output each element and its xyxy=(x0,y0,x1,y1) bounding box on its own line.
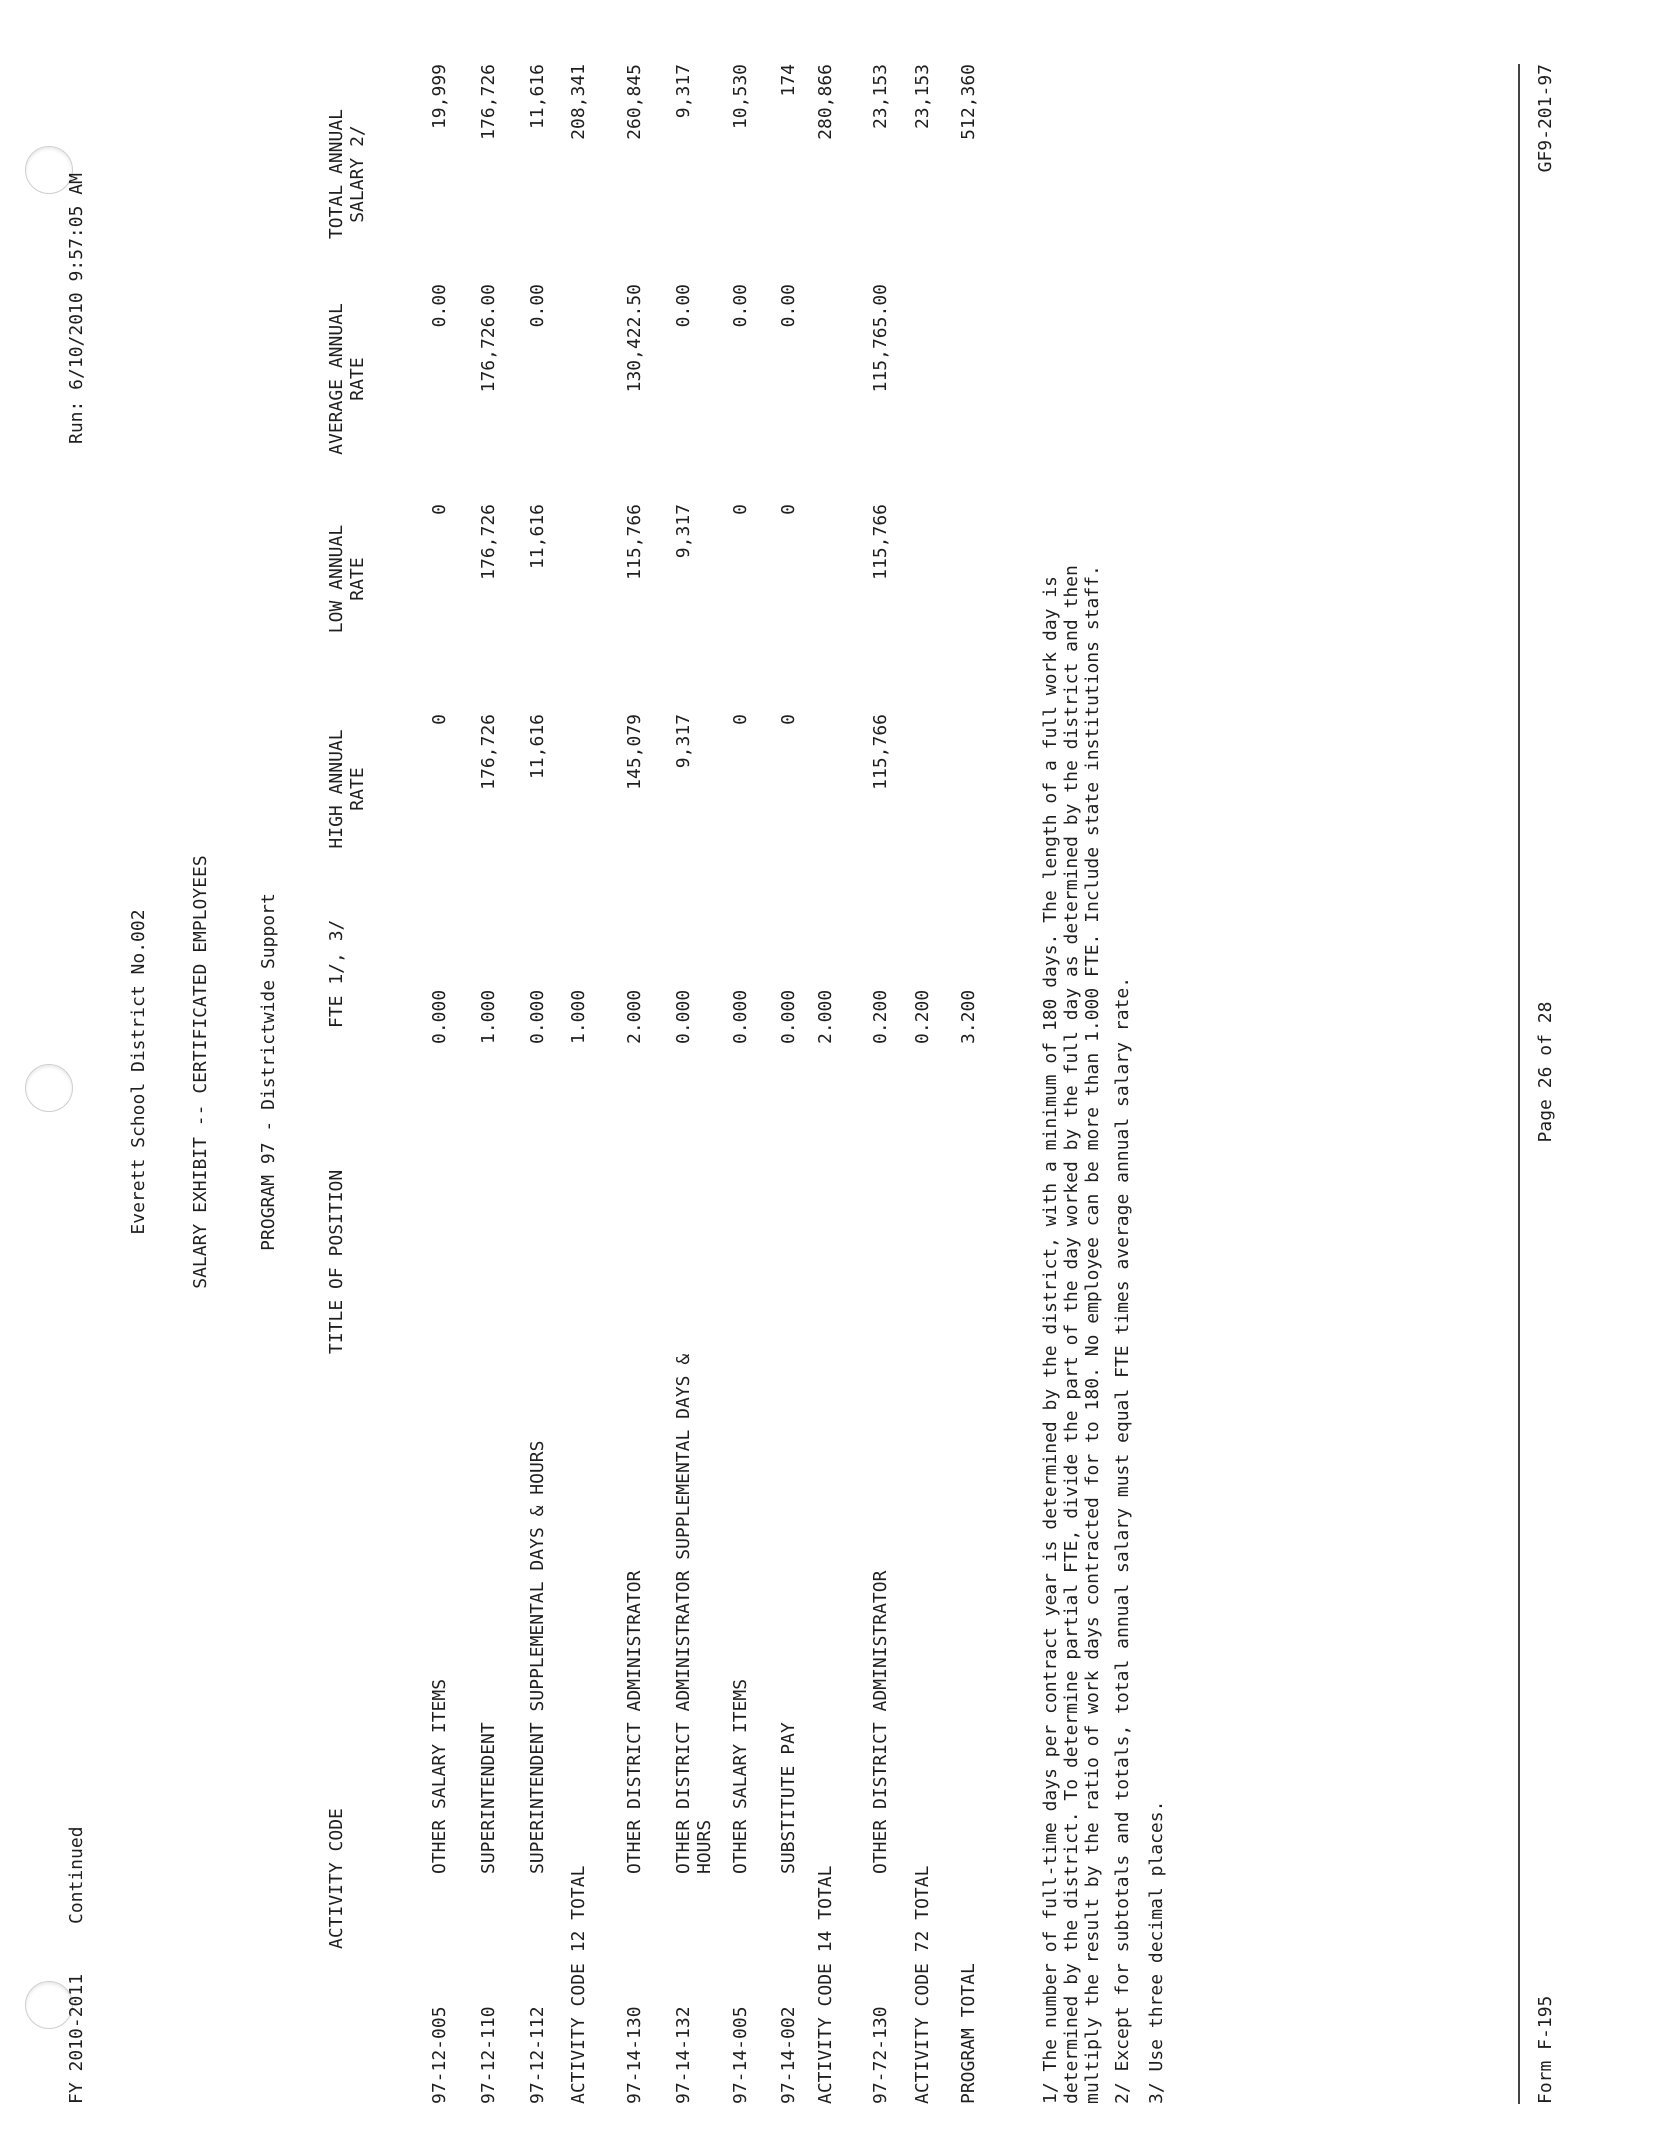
form-number: Form F-195 xyxy=(1535,1995,1556,2104)
cell-total-salary: 174 xyxy=(778,64,799,97)
cell-average-rate: 0.00 xyxy=(673,284,694,328)
table-row xyxy=(429,0,475,2144)
cell-low-rate: 0 xyxy=(778,504,799,515)
page-number: Page 26 of 28 xyxy=(1535,1001,1556,1143)
run-stamp: Run: 6/10/2010 9:57:05 AM xyxy=(66,173,87,444)
cell-fte: 0.200 xyxy=(912,989,933,1044)
cell-fte: 0.000 xyxy=(429,989,450,1044)
cell-average-rate: 0.00 xyxy=(527,284,548,328)
cell-high-rate: 11,616 xyxy=(527,714,548,780)
cell-title: SUPERINTENDENT SUPPLEMENTAL DAYS & HOURS xyxy=(527,1440,548,1874)
footnote-3: 3/ Use three decimal places. xyxy=(1146,1800,1167,2104)
program-title: PROGRAM 97 - Districtwide Support xyxy=(258,893,279,1251)
cell-total-salary: 512,360 xyxy=(958,64,979,140)
footer-divider xyxy=(1518,64,1520,2104)
cell-total-salary: 280,866 xyxy=(815,64,836,140)
cell-activity-code: ACTIVITY CODE 12 TOTAL xyxy=(568,1865,589,2104)
cell-fte: 0.000 xyxy=(673,989,694,1044)
cell-average-rate: 0.00 xyxy=(429,284,450,328)
cell-total-salary: 208,341 xyxy=(568,64,589,140)
cell-fte: 0.000 xyxy=(778,989,799,1044)
cell-activity-code: 97-14-130 xyxy=(624,2006,645,2104)
cell-high-rate: 0 xyxy=(778,714,799,725)
cell-average-rate: 130,422.50 xyxy=(624,284,645,393)
cell-title-continued: HOURS xyxy=(694,1819,715,1874)
cell-total-salary: 176,726 xyxy=(478,64,499,140)
col-total-2: SALARY 2/ xyxy=(347,125,368,223)
cell-activity-code: 97-12-112 xyxy=(527,2006,548,2104)
col-activity-code: ACTIVITY CODE xyxy=(326,1808,347,1949)
cell-title: SUBSTITUTE PAY xyxy=(778,1722,799,1874)
cell-total-salary: 260,845 xyxy=(624,64,645,140)
col-high-1: HIGH ANNUAL xyxy=(326,729,347,849)
table-row xyxy=(568,0,614,2144)
cell-low-rate: 9,317 xyxy=(673,504,694,559)
cell-high-rate: 145,079 xyxy=(624,714,645,790)
table-row xyxy=(912,0,958,2144)
cell-high-rate: 0 xyxy=(730,714,751,725)
cell-title: OTHER DISTRICT ADMINISTRATOR SUPPLEMENTAL DAYS & xyxy=(673,1353,694,1874)
cell-total-salary: 23,153 xyxy=(870,64,891,130)
cell-activity-code: 97-72-130 xyxy=(870,2006,891,2104)
col-high-2: RATE xyxy=(347,767,368,811)
table-row xyxy=(870,0,916,2144)
col-total-1: TOTAL ANNUAL xyxy=(326,108,347,240)
cell-activity-code: 97-12-110 xyxy=(478,2006,499,2104)
cell-activity-code: 97-14-005 xyxy=(730,2006,751,2104)
footnote-2: 2/ Except for subtotals and totals, total annual salary must equal FTE times average annual salary rate. xyxy=(1112,976,1133,2104)
cell-fte: 0.000 xyxy=(527,989,548,1044)
cell-low-rate: 115,766 xyxy=(870,504,891,580)
cell-activity-code: 97-14-132 xyxy=(673,2006,694,2104)
table-row xyxy=(478,0,524,2144)
table-row xyxy=(673,0,719,2144)
cell-high-rate: 0 xyxy=(429,714,450,725)
cell-average-rate: 176,726.00 xyxy=(478,284,499,393)
col-fte: FTE 1/, 3/ xyxy=(326,919,347,1028)
table-row xyxy=(527,0,573,2144)
cell-high-rate: 176,726 xyxy=(478,714,499,790)
district-name: Everett School District No.002 xyxy=(128,909,149,1235)
cell-low-rate: 11,616 xyxy=(527,504,548,570)
cell-title: OTHER DISTRICT ADMINISTRATOR xyxy=(624,1570,645,1874)
punch-hole xyxy=(25,1064,73,1112)
cell-fte: 0.200 xyxy=(870,989,891,1044)
cell-total-salary: 11,616 xyxy=(527,64,548,130)
cell-low-rate: 0 xyxy=(730,504,751,515)
cell-activity-code: 97-14-002 xyxy=(778,2006,799,2104)
cell-fte: 2.000 xyxy=(815,989,836,1044)
cell-activity-code: 97-12-005 xyxy=(429,2006,450,2104)
col-avg-1: AVERAGE ANNUAL xyxy=(326,303,347,455)
cell-title: OTHER SALARY ITEMS xyxy=(429,1678,450,1874)
cell-high-rate: 115,766 xyxy=(870,714,891,790)
cell-activity-code: ACTIVITY CODE 72 TOTAL xyxy=(912,1865,933,2104)
cell-title: SUPERINTENDENT xyxy=(478,1722,499,1874)
cell-total-salary: 19,999 xyxy=(429,64,450,130)
cell-fte: 1.000 xyxy=(478,989,499,1044)
footnote-1-line-1: 1/ The number of full-time days per contract year is determined by the district, with a minimum of 180 days. The length of a full work day is xyxy=(1040,575,1061,2104)
cell-total-salary: 10,530 xyxy=(730,64,751,130)
cell-average-rate: 0.00 xyxy=(730,284,751,328)
cell-fte: 0.000 xyxy=(730,989,751,1044)
cell-fte: 2.000 xyxy=(624,989,645,1044)
cell-title: OTHER SALARY ITEMS xyxy=(730,1678,751,1874)
cell-average-rate: 115,765.00 xyxy=(870,284,891,393)
cell-activity-code: PROGRAM TOTAL xyxy=(958,1963,979,2104)
continued-label: Continued xyxy=(66,1826,87,1924)
cell-fte: 1.000 xyxy=(568,989,589,1044)
cell-fte: 3.200 xyxy=(958,989,979,1044)
cell-activity-code: ACTIVITY CODE 14 TOTAL xyxy=(815,1865,836,2104)
col-low-1: LOW ANNUAL xyxy=(326,524,347,634)
table-row xyxy=(958,0,1004,2144)
cell-low-rate: 176,726 xyxy=(478,504,499,580)
table-row xyxy=(815,0,861,2144)
cell-total-salary: 9,317 xyxy=(673,64,694,119)
table-row xyxy=(730,0,776,2144)
footnote-1-line-3: multiply the result by the ratio of work days contracted for to 180. No employee can be more than 1.000 FTE. Include state institutions staff. xyxy=(1082,565,1103,2104)
cell-average-rate: 0.00 xyxy=(778,284,799,328)
cell-title: OTHER DISTRICT ADMINISTRATOR xyxy=(870,1570,891,1874)
form-code: GF9-201-97 xyxy=(1535,64,1556,173)
cell-high-rate: 9,317 xyxy=(673,714,694,769)
col-title: TITLE OF POSITION xyxy=(326,1169,347,1354)
cell-total-salary: 23,153 xyxy=(912,64,933,130)
cell-low-rate: 115,766 xyxy=(624,504,645,580)
cell-low-rate: 0 xyxy=(429,504,450,515)
table-row xyxy=(624,0,670,2144)
fiscal-year: FY 2010-2011 xyxy=(66,1973,87,2104)
exhibit-title: SALARY EXHIBIT -- CERTIFICATED EMPLOYEES xyxy=(190,855,211,1289)
col-low-2: RATE xyxy=(347,557,368,601)
footnote-1-line-2: determined by the district. To determine partial FTE, divide the part of the day worked by the full day as determined by the district and then xyxy=(1061,565,1082,2104)
col-avg-2: RATE xyxy=(347,357,368,401)
